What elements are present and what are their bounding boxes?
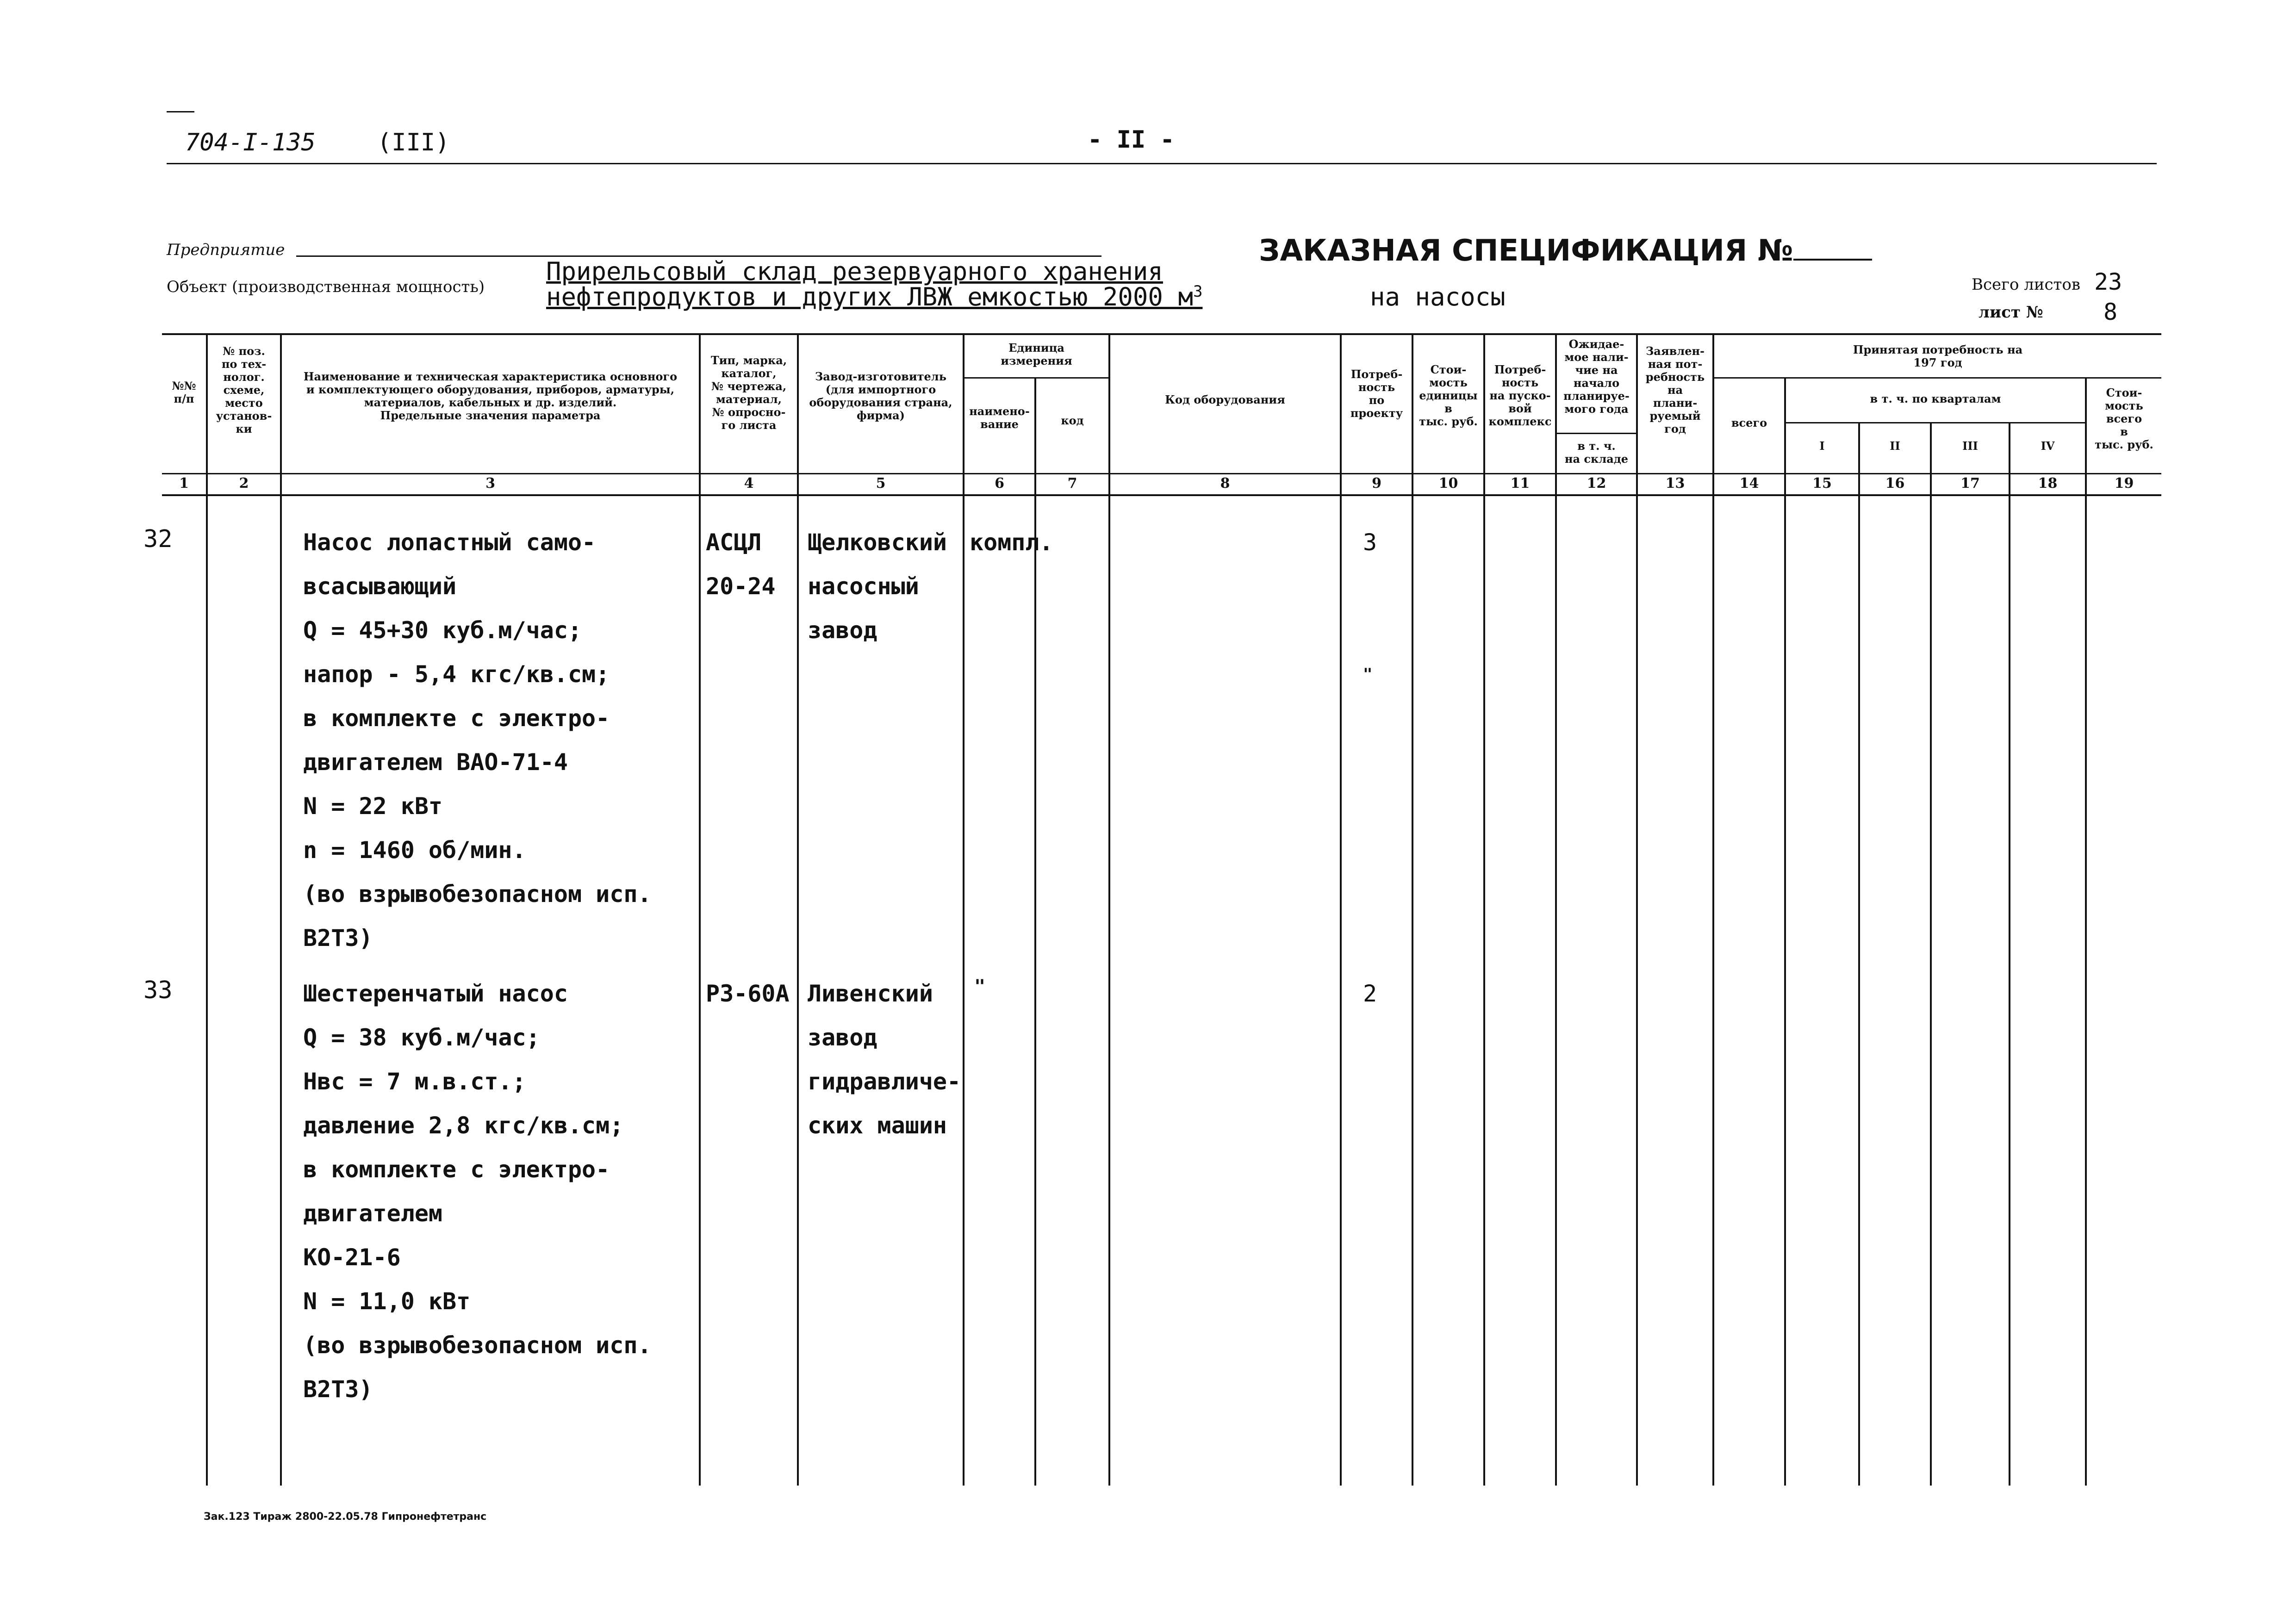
row-33-maker-line-1: Ливенский	[808, 980, 933, 1007]
col-number-10: 10	[1438, 475, 1458, 491]
row-32-maker-line-3: завод	[808, 617, 877, 644]
row-32-name-line-8: n = 1460 об/мин.	[303, 837, 526, 864]
col-header-5: Завод-изготовитель (для импортного оборудования страна, фирма)	[809, 370, 952, 422]
row-33-maker-line-3: гидравличе-	[808, 1068, 961, 1095]
row-33-maker-line-2: завод	[808, 1024, 877, 1051]
col-divider-8	[1340, 333, 1342, 1486]
row-32-name-line-1: Насос лопастный само-	[303, 529, 596, 556]
row-33-name-line-7: КО-21-6	[303, 1244, 401, 1271]
header-rule-top	[167, 111, 194, 112]
col-header-q3: III	[1962, 439, 1978, 453]
row-32-name-line-2: всасывающий	[303, 573, 457, 600]
col-divider-17	[2009, 422, 2010, 1486]
col-number-7: 7	[1067, 475, 1077, 491]
enterprise-label: Предприятие	[167, 241, 285, 259]
row-33-type-line-1: РЗ-60А	[706, 980, 790, 1007]
header-rule	[167, 163, 2157, 164]
spec-subtitle: на насосы	[1370, 282, 1506, 311]
col-number-8: 8	[1220, 475, 1230, 491]
row-33-unit: "	[974, 976, 986, 997]
object-line-2-sup: 3	[1193, 282, 1203, 301]
col-divider-5	[963, 333, 964, 1486]
col-number-6: 6	[995, 475, 1004, 491]
row-33-name-line-8: N = 11,0 кВт	[303, 1288, 471, 1315]
quarters-sub-rule	[1784, 422, 2085, 423]
col-number-16: 16	[1885, 475, 1905, 491]
col-number-11: 11	[1510, 475, 1530, 491]
col-number-17: 17	[1960, 475, 1980, 491]
col-header-4: Тип, марка, каталог, № чертежа, материал, № опросно- го листа	[710, 354, 787, 432]
col-number-1: 1	[179, 475, 189, 491]
col-header-19: Стои- мость всего в тыс. руб.	[2095, 386, 2153, 451]
row-32-name-line-4: напор - 5,4 кгс/кв.см;	[303, 661, 610, 688]
col-number-12: 12	[1587, 475, 1606, 491]
col-divider-18	[2085, 377, 2087, 1486]
col-divider-10	[1483, 333, 1485, 1486]
row-32-name-line-7: N = 22 кВт	[303, 793, 443, 820]
col-divider-16	[1930, 422, 1932, 1486]
row-32-qty: 3	[1363, 529, 1377, 556]
row-32-number: 32	[143, 525, 173, 553]
col-number-14: 14	[1739, 475, 1759, 491]
doc-code: 704-I-135	[185, 129, 316, 156]
col-divider-11	[1555, 333, 1557, 1486]
col-number-5: 5	[876, 475, 886, 491]
print-note: Зак.123 Тираж 2800-22.05.78 Гипронефтетранс	[204, 1511, 487, 1523]
col-number-18: 18	[2038, 475, 2058, 491]
col-divider-1	[206, 333, 208, 1486]
row-33-name-line-6: двигателем	[303, 1200, 443, 1227]
col-header-13: Заявлен- ная пот- ребность на плани- руемый год	[1645, 344, 1705, 435]
row-33-name-line-4: давление 2,8 кгс/кв.см;	[303, 1112, 624, 1139]
col-header-q4: IV	[2041, 439, 2055, 453]
row-32-name-line-5: в комплекте с электро-	[303, 705, 610, 732]
col-header-14: всего	[1731, 416, 1767, 429]
row-32-maker	[808, 521, 947, 653]
row-33-name	[303, 972, 652, 1412]
row-33-name-line-10: В2Т3)	[303, 1376, 373, 1403]
row-33-maker	[808, 972, 961, 1148]
table-top-rule	[162, 333, 2161, 335]
col-number-4: 4	[744, 475, 754, 491]
col-header-7: код	[1061, 414, 1084, 427]
row-33-name-line-9: (во взрывобезопасном исп.	[303, 1332, 652, 1359]
col-header-11: Потреб- ность на пуско- вой комплекс	[1488, 363, 1552, 428]
col-divider-14	[1784, 377, 1786, 1486]
row-32-name-line-10: В2Т3)	[303, 925, 373, 951]
col-divider-9	[1412, 333, 1413, 1486]
col-header-6: наимено- вание	[969, 404, 1030, 431]
object-line-1: Прирельсовый склад резервуарного хранения	[546, 257, 1163, 286]
col-header-accepted: Принятая потребность на 197 год	[1853, 343, 2023, 369]
row-32-unit: компл.	[970, 529, 1053, 556]
object-label: Объект (производственная мощность)	[167, 278, 485, 296]
col-divider-2	[280, 333, 282, 1486]
col-header-q2: II	[1890, 439, 1900, 453]
col-header-12b: в т. ч. на складе	[1564, 439, 1629, 466]
row-33-name-line-2: Q = 38 куб.м/час;	[303, 1024, 540, 1051]
col-header-q1: I	[1819, 439, 1825, 453]
header-bottom-rule	[162, 473, 2161, 474]
row-33-number: 33	[143, 976, 173, 1004]
object-line-2	[546, 282, 1202, 311]
accepted-sub-rule	[1712, 377, 2161, 379]
col-number-3: 3	[485, 475, 495, 491]
row-32-name-line-6: двигателем ВАО-71-4	[303, 749, 568, 776]
units-sub-rule	[963, 377, 1110, 379]
col-header-quarters: в т. ч. по кварталам	[1870, 392, 2001, 405]
col-header-1: №№ п/п	[172, 379, 196, 405]
stock-sub-rule	[1555, 433, 1636, 434]
col-divider-4	[797, 333, 799, 1486]
row-32-name	[303, 521, 652, 960]
col-number-13: 13	[1665, 475, 1685, 491]
numbers-bottom-rule	[162, 494, 2161, 496]
col-number-2: 2	[239, 475, 249, 491]
col-number-15: 15	[1812, 475, 1832, 491]
row-32-name-line-3: Q = 45+30 куб.м/час;	[303, 617, 582, 644]
col-header-10: Стои- мость единицы в тыс. руб.	[1419, 363, 1478, 428]
sheet-label: лист №	[1979, 303, 2043, 322]
col-divider-15	[1858, 422, 1860, 1486]
row-33-qty: 2	[1363, 980, 1377, 1007]
row-32-maker-line-1: Щелковский	[808, 529, 947, 556]
col-header-3: Наименование и техническая характеристика основного и комплектующего оборудования, приборов, арматуры, материалов, кабельных и др. изделий. Предельные значения параметра	[303, 370, 678, 422]
col-divider-3	[699, 333, 701, 1486]
spec-title-text: ЗАКАЗНАЯ СПЕЦИФИКАЦИЯ №	[1259, 234, 1793, 268]
row-32-type-line-2: 20-24	[706, 573, 776, 600]
page-number: - II -	[1088, 126, 1175, 154]
col-number-9: 9	[1372, 475, 1381, 491]
spec-number-blank	[1793, 235, 1872, 261]
total-sheets-value: 23	[2094, 268, 2122, 295]
volume-number: (III)	[377, 129, 450, 156]
row-32-type	[706, 521, 776, 609]
total-sheets-label: Всего листов	[1972, 275, 2080, 294]
col-header-units: Единица измерения	[1001, 341, 1072, 367]
col-header-2: № поз. по тех- нолог. схеме, место установ- ки	[216, 344, 272, 435]
row-32-qty-mark: "	[1363, 665, 1373, 684]
col-header-9: Потреб- ность по проекту	[1350, 367, 1403, 420]
spec-title	[1259, 234, 1872, 268]
object-line-2-text: нефтепродуктов и других ЛВЖ емкостью 2000 м	[546, 282, 1193, 311]
col-header-8: Код оборудования	[1165, 393, 1285, 406]
sheet-value: 8	[2103, 298, 2118, 325]
row-33-name-line-1: Шестеренчатый насос	[303, 980, 568, 1007]
col-header-12: Ожидае- мое нали- чие на начало планируе- мого года	[1563, 337, 1630, 416]
row-32-type-line-1: АСЦЛ	[706, 529, 762, 556]
row-33-maker-line-4: ских машин	[808, 1112, 947, 1139]
row-32-name-line-9: (во взрывобезопасном исп.	[303, 881, 652, 908]
col-divider-12	[1636, 333, 1638, 1486]
row-33-name-line-3: Нвс = 7 м.в.ст.;	[303, 1068, 526, 1095]
col-divider-13	[1712, 333, 1714, 1486]
col-number-19: 19	[2114, 475, 2134, 491]
row-33-name-line-5: в комплекте с электро-	[303, 1156, 610, 1183]
col-divider-7	[1108, 333, 1110, 1486]
row-33-type	[706, 972, 790, 1016]
row-32-maker-line-2: насосный	[808, 573, 919, 600]
